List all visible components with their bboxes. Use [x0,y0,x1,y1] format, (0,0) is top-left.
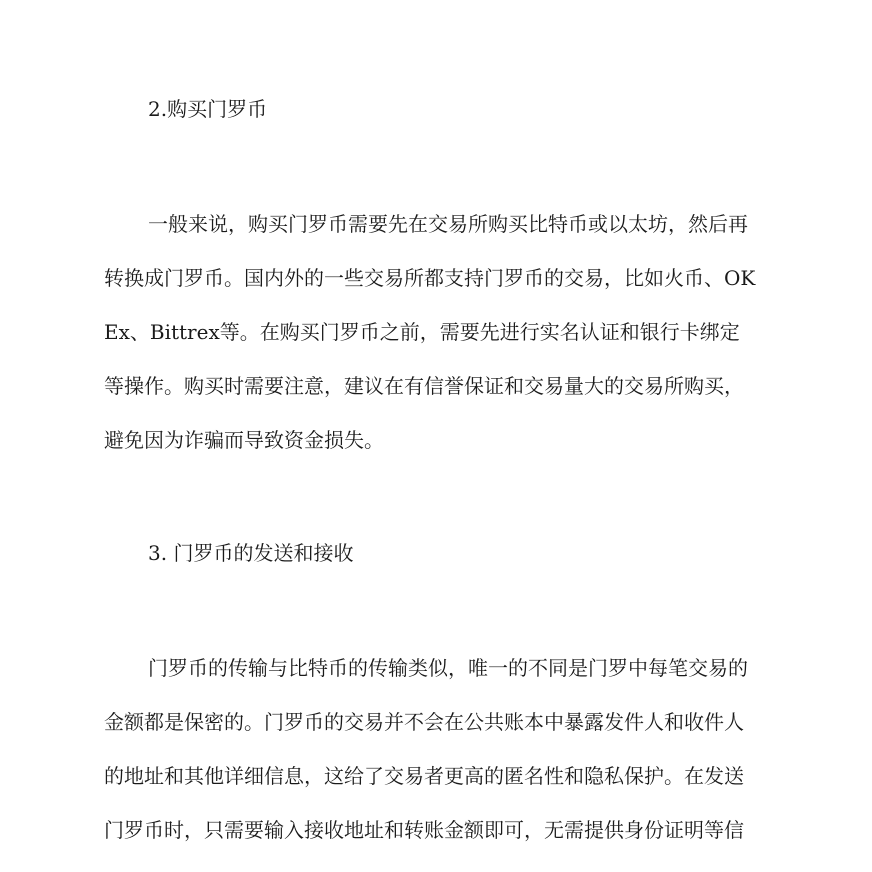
section-2-line-1: 一般来说，购买门罗币需要先在交易所购买比特币或以太坊，然后再 [148,212,748,236]
section-2-line-3: Ex、Bittrex等。在购买门罗币之前，需要先进行实名认证和银行卡绑定 [104,320,740,344]
section-3-line-4: 门罗币时，只需要输入接收地址和转账金额即可，无需提供身份证明等信 [104,818,744,842]
section-2-line-4: 等操作。购买时需要注意，建议在有信誉保证和交易量大的交易所购买， [104,374,744,398]
section-3-line-1: 门罗币的传输与比特币的传输类似，唯一的不同是门罗中每笔交易的 [148,656,748,680]
section-2-line-2: 转换成门罗币。国内外的一些交易所都支持门罗币的交易，比如火币、OK [104,266,756,290]
section-3-line-3: 的地址和其他详细信息，这给了交易者更高的匿名性和隐私保护。在发送 [104,764,744,788]
section-2-heading: 2.购买门罗币 [148,97,268,121]
section-2-line-5: 避免因为诈骗而导致资金损失。 [104,428,384,452]
section-3-line-2: 金额都是保密的。门罗币的交易并不会在公共账本中暴露发件人和收件人 [104,710,744,734]
section-3-heading: 3. 门罗币的发送和接收 [148,541,354,565]
